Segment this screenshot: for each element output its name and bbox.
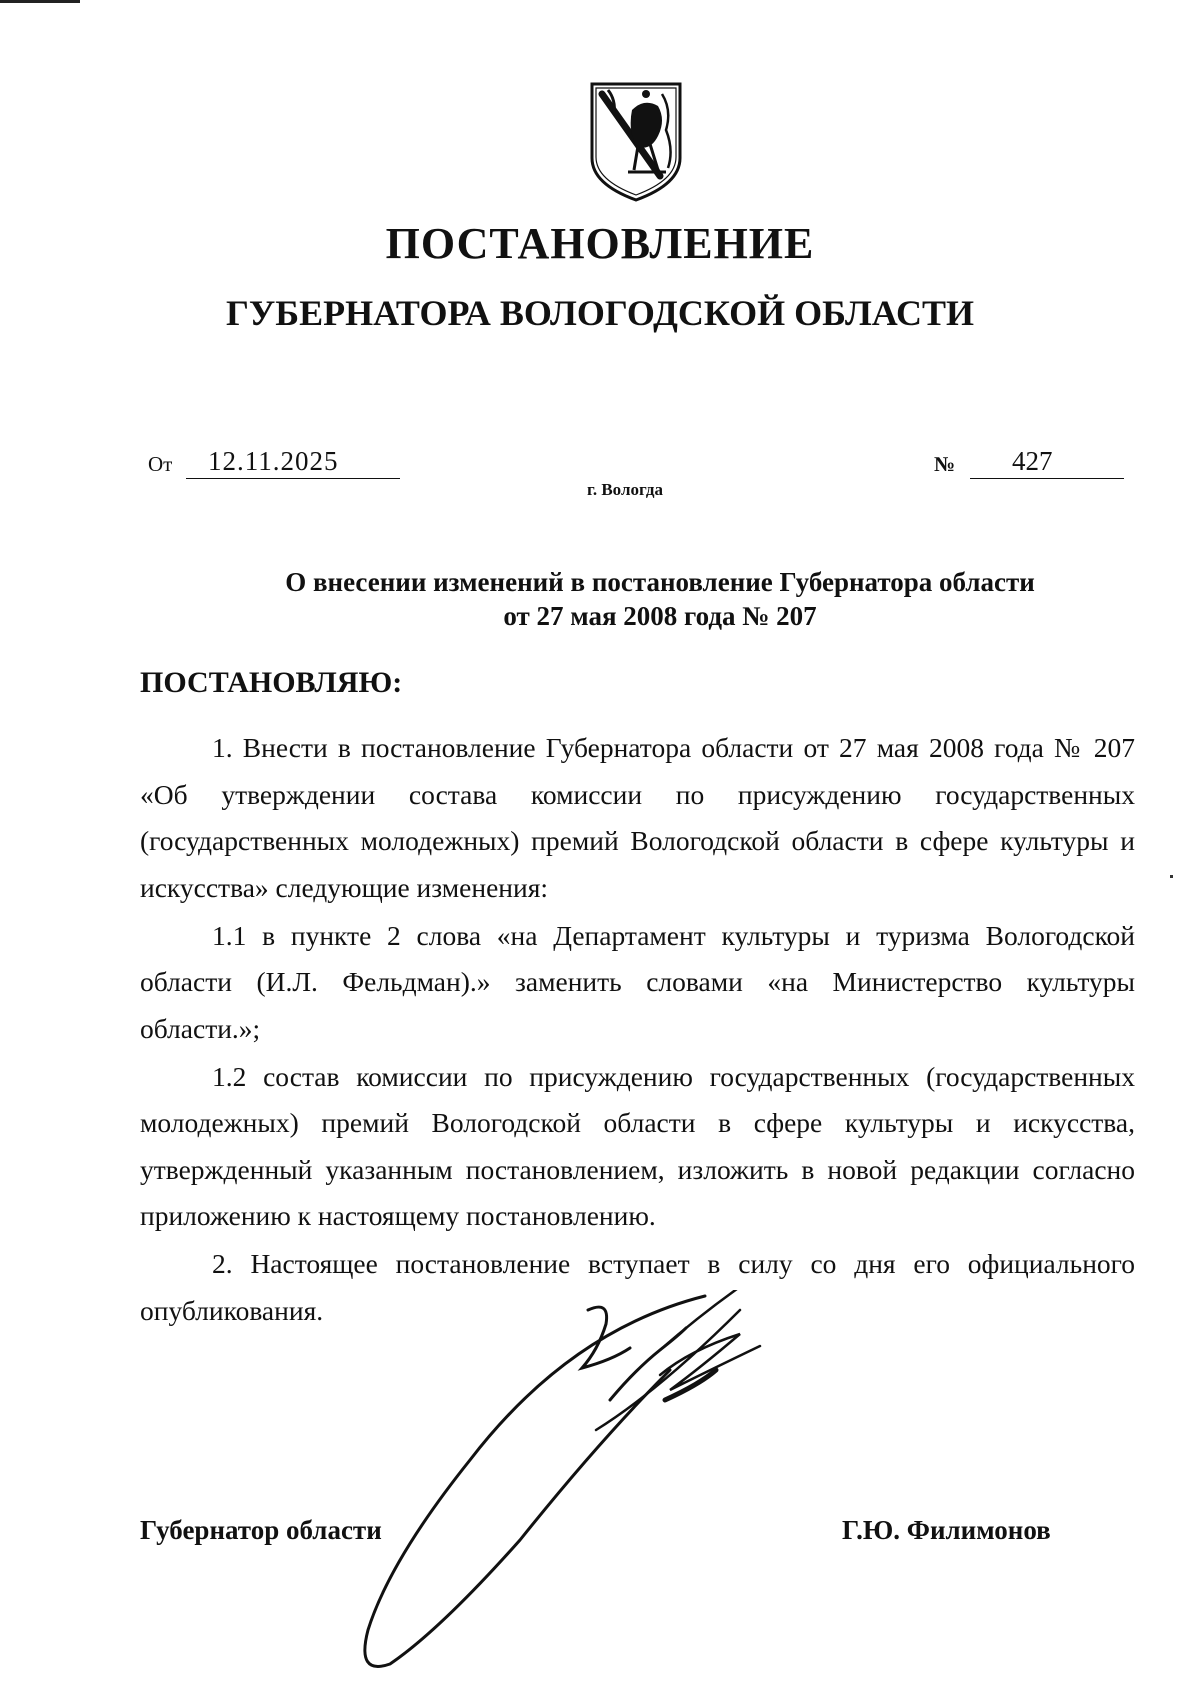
paragraph-2: 2. Настоящее постановление вступает в силу со дня его официального опубликования. — [140, 1248, 1135, 1326]
city-label: г. Вологда — [587, 480, 663, 499]
date-value: 12.11.2025 — [208, 446, 339, 476]
number-prefix: № — [934, 452, 956, 476]
subject-line-1: О внесении изменений в постановление Губернатора области — [285, 567, 1035, 597]
scan-dot — [1170, 875, 1173, 878]
body-text — [140, 725, 1135, 1336]
coat-of-arms-icon — [588, 80, 684, 204]
document-title: ПОСТАНОВЛЕНИЕ — [385, 219, 815, 268]
handwritten-signature — [360, 1290, 920, 1680]
scan-mark — [0, 0, 80, 3]
paragraph-1: 1. Внести в постановление Губернатора области от 27 мая 2008 года № 207 «Об утверждении состава комиссии по присуждению государственных (государственных молодежных) премий Вологодской области в сфере культуры и искусства» следующие изменения: — [140, 732, 1135, 903]
document-subtitle: ГУБЕРНАТОРА ВОЛОГОДСКОЙ ОБЛАСТИ — [225, 293, 975, 333]
subject-heading — [140, 565, 1180, 633]
date-field — [186, 448, 400, 479]
number-value: 427 — [1012, 446, 1053, 476]
decree-word: ПОСТАНОВЛЯЮ: — [140, 666, 403, 699]
signer-position: Губернатор области — [140, 1515, 382, 1545]
paragraph-1-1: 1.1 в пункте 2 слова «на Департамент культуры и туризма Вологодской области (И.Л. Фельдман).» заменить словами «на Министерство культуры области.»; — [140, 919, 1135, 1044]
paragraph-1-2: 1.2 состав комиссии по присуждению государственных (государственных молодежных) премий Вологодской области в сфере культуры и искусства, утвержденный указанным постановлением, изложить в новой редакции согласно приложению к настоящему постановлению. — [140, 1060, 1135, 1231]
number-field — [970, 448, 1124, 479]
signer-name: Г.Ю. Филимонов — [842, 1515, 1051, 1545]
date-prefix: От — [148, 452, 173, 476]
subject-line-2: от 27 мая 2008 года № 207 — [503, 601, 817, 631]
